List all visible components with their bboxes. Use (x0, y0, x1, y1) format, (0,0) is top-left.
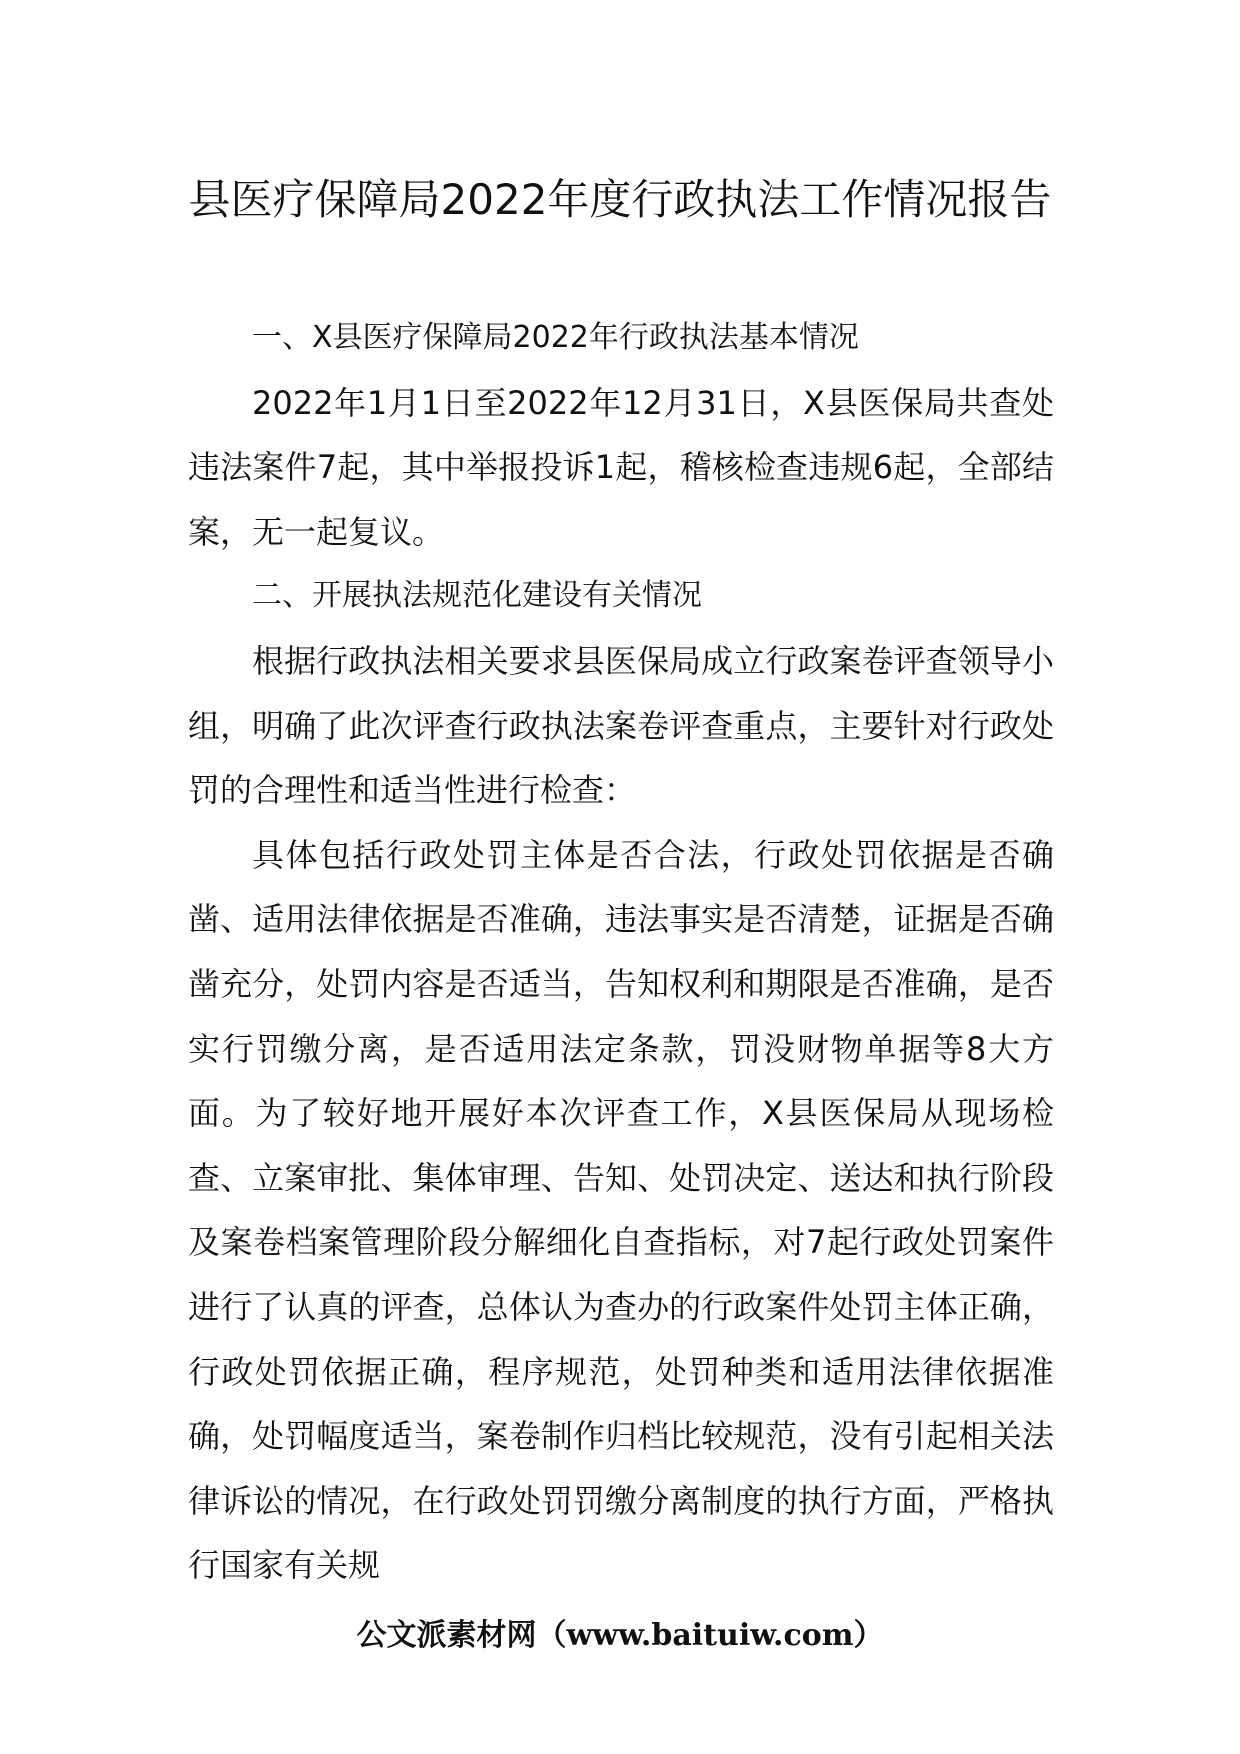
footer-watermark: 公文派素材网（www.baituiw.com） (356, 1618, 884, 1653)
paragraph-3: 具体包括行政处罚主体是否合法，行政处罚依据是否确凿、适用法律依据是否准确，违法事实是否清楚，证据是否确凿充分，处罚内容是否适当，告知权利和期限是否准确，是否实行罚缴分离，是否适用法定条款，罚没财物单据等8大方面。为了较好地开展好本次评查工作，X县医保局从现场检查、立案审批、集体审理、告知、处罚决定、送达和执行阶段及案卷档案管理阶段分解细化自查指标，对7起行政处罚案件进行了认真的评查，总体认为查办的行政案件处罚主体正确，行政处罚依据正确，程序规范，处罚种类和适用法律依据准确，处罚幅度适当，案卷制作归档比较规范，没有引起相关法律诉讼的情况，在行政处罚罚缴分离制度的执行方面，严格执行国家有关规 (188, 835, 1054, 1585)
paragraph-2: 根据行政执法相关要求县医保局成立行政案卷评查领导小组，明确了此次评查行政执法案卷评查重点，主要针对行政处罚的合理性和适当性进行检查： (188, 641, 1054, 810)
section-heading-1: 一、X县医疗保障局2022年行政执法基本情况 (252, 320, 859, 355)
document-title: 县医疗保障局2022年度行政执法工作情况报告 (188, 175, 1052, 224)
document-body (188, 306, 1054, 1598)
paragraph-1: 2022年1月1日至2022年12月31日，X县医保局共查处违法案件7起，其中举报投诉1起，稽核检查违规6起，全部结案，无一起复议。 (188, 383, 1054, 551)
section-heading-2: 二、开展执法规范化建设有关情况 (252, 578, 702, 614)
